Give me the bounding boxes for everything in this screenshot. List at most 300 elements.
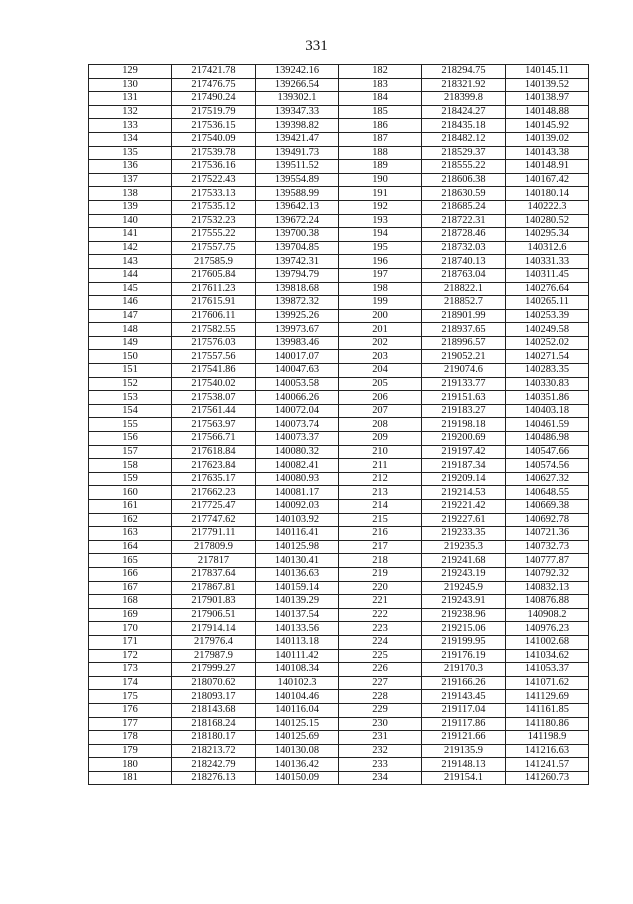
y-coordinate-left: 139554.89 (256, 173, 339, 187)
point-number-left: 162 (89, 513, 172, 527)
table-row (89, 228, 589, 242)
y-coordinate-left: 140092.03 (256, 500, 339, 514)
point-number-left: 132 (89, 105, 172, 119)
y-coordinate-right: 140145.11 (506, 65, 589, 79)
x-coordinate-right: 218321.92 (422, 78, 506, 92)
x-coordinate-right: 219135.9 (422, 744, 506, 758)
x-coordinate-left: 217611.23 (172, 282, 256, 296)
table-row (89, 554, 589, 568)
point-number-right: 217 (339, 540, 422, 554)
y-coordinate-right: 140486.98 (506, 432, 589, 446)
x-coordinate-right: 219198.18 (422, 418, 506, 432)
point-number-left: 163 (89, 527, 172, 541)
y-coordinate-right: 140692.78 (506, 513, 589, 527)
point-number-left: 137 (89, 173, 172, 187)
y-coordinate-right: 141161.85 (506, 703, 589, 717)
x-coordinate-left: 217606.11 (172, 309, 256, 323)
x-coordinate-left: 217476.75 (172, 78, 256, 92)
point-number-right: 182 (339, 65, 422, 79)
x-coordinate-right: 219235.3 (422, 540, 506, 554)
x-coordinate-right: 219154.1 (422, 771, 506, 785)
x-coordinate-left: 217999.27 (172, 663, 256, 677)
point-number-right: 185 (339, 105, 422, 119)
table-row (89, 513, 589, 527)
point-number-right: 198 (339, 282, 422, 296)
x-coordinate-left: 218242.79 (172, 758, 256, 772)
y-coordinate-right: 140148.91 (506, 160, 589, 174)
point-number-left: 175 (89, 690, 172, 704)
point-number-left: 141 (89, 228, 172, 242)
y-coordinate-left: 140017.07 (256, 350, 339, 364)
y-coordinate-left: 140103.92 (256, 513, 339, 527)
point-number-left: 176 (89, 703, 172, 717)
table-row (89, 717, 589, 731)
y-coordinate-left: 140136.42 (256, 758, 339, 772)
x-coordinate-right: 219199.95 (422, 635, 506, 649)
point-number-right: 188 (339, 146, 422, 160)
x-coordinate-right: 219221.42 (422, 500, 506, 514)
table-row (89, 744, 589, 758)
point-number-left: 155 (89, 418, 172, 432)
point-number-right: 215 (339, 513, 422, 527)
x-coordinate-right: 219238.96 (422, 608, 506, 622)
y-coordinate-right: 140403.18 (506, 404, 589, 418)
x-coordinate-left: 217725.47 (172, 500, 256, 514)
y-coordinate-right: 140143.38 (506, 146, 589, 160)
point-number-left: 156 (89, 432, 172, 446)
x-coordinate-right: 219245.9 (422, 581, 506, 595)
point-number-right: 229 (339, 703, 422, 717)
y-coordinate-left: 139302.1 (256, 92, 339, 106)
table-row (89, 404, 589, 418)
table-row (89, 364, 589, 378)
point-number-right: 205 (339, 377, 422, 391)
point-number-right: 193 (339, 214, 422, 228)
x-coordinate-left: 217837.64 (172, 567, 256, 581)
point-number-left: 161 (89, 500, 172, 514)
point-number-right: 212 (339, 472, 422, 486)
x-coordinate-left: 217615.91 (172, 296, 256, 310)
point-number-right: 219 (339, 567, 422, 581)
y-coordinate-right: 141216.63 (506, 744, 589, 758)
table-row (89, 255, 589, 269)
point-number-right: 195 (339, 241, 422, 255)
x-coordinate-right: 219148.13 (422, 758, 506, 772)
x-coordinate-left: 217987.9 (172, 649, 256, 663)
table-row (89, 676, 589, 690)
y-coordinate-right: 140669.38 (506, 500, 589, 514)
x-coordinate-left: 218093.17 (172, 690, 256, 704)
table-row (89, 445, 589, 459)
x-coordinate-left: 217557.56 (172, 350, 256, 364)
x-coordinate-left: 217519.79 (172, 105, 256, 119)
x-coordinate-right: 219183.27 (422, 404, 506, 418)
y-coordinate-left: 140104.46 (256, 690, 339, 704)
x-coordinate-right: 219214.53 (422, 486, 506, 500)
page-number: 331 (305, 38, 328, 54)
x-coordinate-right: 219121.66 (422, 731, 506, 745)
x-coordinate-left: 218168.24 (172, 717, 256, 731)
x-coordinate-left: 217747.62 (172, 513, 256, 527)
point-number-left: 151 (89, 364, 172, 378)
table-row (89, 268, 589, 282)
x-coordinate-right: 218399.8 (422, 92, 506, 106)
point-number-left: 164 (89, 540, 172, 554)
point-number-left: 148 (89, 323, 172, 337)
y-coordinate-left: 140130.41 (256, 554, 339, 568)
x-coordinate-right: 218852.7 (422, 296, 506, 310)
point-number-left: 180 (89, 758, 172, 772)
y-coordinate-left: 139794.79 (256, 268, 339, 282)
point-number-right: 232 (339, 744, 422, 758)
x-coordinate-right: 219215.06 (422, 622, 506, 636)
y-coordinate-right: 140351.86 (506, 391, 589, 405)
table-row (89, 296, 589, 310)
table-row (89, 187, 589, 201)
x-coordinate-right: 219143.45 (422, 690, 506, 704)
y-coordinate-right: 140648.55 (506, 486, 589, 500)
y-coordinate-left: 140130.08 (256, 744, 339, 758)
table-row (89, 309, 589, 323)
y-coordinate-left: 139818.68 (256, 282, 339, 296)
y-coordinate-right: 140249.58 (506, 323, 589, 337)
point-number-left: 146 (89, 296, 172, 310)
point-number-left: 166 (89, 567, 172, 581)
point-number-left: 174 (89, 676, 172, 690)
table-row (89, 323, 589, 337)
table-row (89, 500, 589, 514)
x-coordinate-right: 219243.91 (422, 595, 506, 609)
x-coordinate-left: 217563.97 (172, 418, 256, 432)
table-row (89, 418, 589, 432)
point-number-left: 158 (89, 459, 172, 473)
point-number-left: 177 (89, 717, 172, 731)
x-coordinate-left: 217539.78 (172, 146, 256, 160)
y-coordinate-left: 140125.15 (256, 717, 339, 731)
x-coordinate-right: 218901.99 (422, 309, 506, 323)
x-coordinate-right: 219074.6 (422, 364, 506, 378)
x-coordinate-left: 218143.68 (172, 703, 256, 717)
x-coordinate-right: 218722.31 (422, 214, 506, 228)
table-row (89, 622, 589, 636)
x-coordinate-left: 217536.15 (172, 119, 256, 133)
point-number-right: 227 (339, 676, 422, 690)
x-coordinate-left: 218180.17 (172, 731, 256, 745)
y-coordinate-left: 139242.16 (256, 65, 339, 79)
y-coordinate-right: 141071.62 (506, 676, 589, 690)
y-coordinate-left: 139398.82 (256, 119, 339, 133)
x-coordinate-right: 218822.1 (422, 282, 506, 296)
y-coordinate-right: 140283.35 (506, 364, 589, 378)
point-number-right: 211 (339, 459, 422, 473)
y-coordinate-right: 140547.66 (506, 445, 589, 459)
table-row (89, 459, 589, 473)
coordinates-table-body (89, 65, 589, 785)
x-coordinate-right: 219187.34 (422, 459, 506, 473)
point-number-right: 231 (339, 731, 422, 745)
y-coordinate-left: 140116.04 (256, 703, 339, 717)
table-row (89, 173, 589, 187)
x-coordinate-left: 217791.11 (172, 527, 256, 541)
y-coordinate-left: 139973.67 (256, 323, 339, 337)
y-coordinate-right: 140627.32 (506, 472, 589, 486)
y-coordinate-right: 140908.2 (506, 608, 589, 622)
point-number-left: 153 (89, 391, 172, 405)
table-row (89, 771, 589, 785)
y-coordinate-left: 140125.98 (256, 540, 339, 554)
point-number-right: 216 (339, 527, 422, 541)
point-number-right: 207 (339, 404, 422, 418)
point-number-left: 178 (89, 731, 172, 745)
x-coordinate-right: 219166.26 (422, 676, 506, 690)
x-coordinate-right: 218630.59 (422, 187, 506, 201)
table-row (89, 758, 589, 772)
y-coordinate-right: 140276.64 (506, 282, 589, 296)
x-coordinate-left: 217561.44 (172, 404, 256, 418)
x-coordinate-right: 219117.04 (422, 703, 506, 717)
y-coordinate-left: 140113.18 (256, 635, 339, 649)
point-number-left: 173 (89, 663, 172, 677)
y-coordinate-right: 140876.88 (506, 595, 589, 609)
x-coordinate-left: 217538.07 (172, 391, 256, 405)
y-coordinate-left: 140108.34 (256, 663, 339, 677)
table-row (89, 567, 589, 581)
point-number-right: 209 (339, 432, 422, 446)
table-row (89, 377, 589, 391)
point-number-right: 183 (339, 78, 422, 92)
point-number-left: 136 (89, 160, 172, 174)
x-coordinate-left: 217618.84 (172, 445, 256, 459)
x-coordinate-left: 217662.23 (172, 486, 256, 500)
x-coordinate-right: 219170.3 (422, 663, 506, 677)
x-coordinate-left: 217566.71 (172, 432, 256, 446)
x-coordinate-left: 217540.09 (172, 132, 256, 146)
y-coordinate-right: 140148.88 (506, 105, 589, 119)
y-coordinate-right: 141053.37 (506, 663, 589, 677)
y-coordinate-right: 140139.52 (506, 78, 589, 92)
point-number-left: 165 (89, 554, 172, 568)
table-row (89, 65, 589, 79)
point-number-right: 190 (339, 173, 422, 187)
table-row (89, 119, 589, 133)
table-row (89, 92, 589, 106)
point-number-right: 218 (339, 554, 422, 568)
x-coordinate-right: 218294.75 (422, 65, 506, 79)
x-coordinate-right: 219209.14 (422, 472, 506, 486)
table-row (89, 160, 589, 174)
x-coordinate-right: 218424.27 (422, 105, 506, 119)
y-coordinate-left: 139347.33 (256, 105, 339, 119)
y-coordinate-right: 140265.11 (506, 296, 589, 310)
point-number-right: 186 (339, 119, 422, 133)
point-number-left: 138 (89, 187, 172, 201)
table-row (89, 241, 589, 255)
table-row (89, 214, 589, 228)
y-coordinate-right: 140139.02 (506, 132, 589, 146)
y-coordinate-left: 140116.41 (256, 527, 339, 541)
point-number-right: 196 (339, 255, 422, 269)
x-coordinate-right: 218996.57 (422, 336, 506, 350)
x-coordinate-left: 217533.13 (172, 187, 256, 201)
x-coordinate-right: 218732.03 (422, 241, 506, 255)
y-coordinate-left: 140073.37 (256, 432, 339, 446)
x-coordinate-right: 219117.86 (422, 717, 506, 731)
x-coordinate-left: 217532.23 (172, 214, 256, 228)
x-coordinate-right: 219052.21 (422, 350, 506, 364)
coordinates-table (88, 64, 589, 785)
table-row (89, 146, 589, 160)
x-coordinate-right: 219197.42 (422, 445, 506, 459)
point-number-left: 147 (89, 309, 172, 323)
point-number-left: 142 (89, 241, 172, 255)
point-number-left: 169 (89, 608, 172, 622)
y-coordinate-right: 140271.54 (506, 350, 589, 364)
x-coordinate-left: 218070.62 (172, 676, 256, 690)
table-row (89, 731, 589, 745)
y-coordinate-left: 140125.69 (256, 731, 339, 745)
point-number-left: 167 (89, 581, 172, 595)
x-coordinate-right: 218740.13 (422, 255, 506, 269)
table-row (89, 282, 589, 296)
point-number-left: 152 (89, 377, 172, 391)
point-number-left: 150 (89, 350, 172, 364)
table-row (89, 540, 589, 554)
x-coordinate-left: 217914.14 (172, 622, 256, 636)
y-coordinate-left: 140082.41 (256, 459, 339, 473)
point-number-right: 224 (339, 635, 422, 649)
point-number-right: 230 (339, 717, 422, 731)
x-coordinate-right: 218529.37 (422, 146, 506, 160)
point-number-left: 172 (89, 649, 172, 663)
y-coordinate-left: 140073.74 (256, 418, 339, 432)
y-coordinate-right: 140976.23 (506, 622, 589, 636)
y-coordinate-left: 139704.85 (256, 241, 339, 255)
point-number-right: 187 (339, 132, 422, 146)
x-coordinate-right: 219151.63 (422, 391, 506, 405)
y-coordinate-left: 140081.17 (256, 486, 339, 500)
point-number-left: 130 (89, 78, 172, 92)
point-number-right: 197 (339, 268, 422, 282)
y-coordinate-left: 140053.58 (256, 377, 339, 391)
y-coordinate-right: 140311.45 (506, 268, 589, 282)
table-row (89, 527, 589, 541)
table-row (89, 690, 589, 704)
x-coordinate-left: 217867.81 (172, 581, 256, 595)
table-row (89, 105, 589, 119)
point-number-right: 204 (339, 364, 422, 378)
table-row (89, 663, 589, 677)
x-coordinate-left: 217976.4 (172, 635, 256, 649)
point-number-right: 192 (339, 200, 422, 214)
point-number-left: 160 (89, 486, 172, 500)
y-coordinate-left: 140047.63 (256, 364, 339, 378)
y-coordinate-right: 141241.57 (506, 758, 589, 772)
y-coordinate-left: 140159.14 (256, 581, 339, 595)
x-coordinate-right: 218435.18 (422, 119, 506, 133)
y-coordinate-right: 141034.62 (506, 649, 589, 663)
y-coordinate-right: 140145.92 (506, 119, 589, 133)
x-coordinate-right: 218728.46 (422, 228, 506, 242)
point-number-right: 222 (339, 608, 422, 622)
y-coordinate-right: 140732.73 (506, 540, 589, 554)
y-coordinate-left: 139872.32 (256, 296, 339, 310)
x-coordinate-left: 217557.75 (172, 241, 256, 255)
point-number-left: 157 (89, 445, 172, 459)
point-number-right: 200 (339, 309, 422, 323)
y-coordinate-left: 140102.3 (256, 676, 339, 690)
point-number-right: 203 (339, 350, 422, 364)
y-coordinate-right: 140167.42 (506, 173, 589, 187)
point-number-left: 179 (89, 744, 172, 758)
y-coordinate-left: 139672.24 (256, 214, 339, 228)
y-coordinate-left: 140072.04 (256, 404, 339, 418)
table-row (89, 350, 589, 364)
x-coordinate-left: 217555.22 (172, 228, 256, 242)
point-number-left: 134 (89, 132, 172, 146)
point-number-left: 131 (89, 92, 172, 106)
x-coordinate-right: 219176.19 (422, 649, 506, 663)
y-coordinate-left: 140150.09 (256, 771, 339, 785)
point-number-right: 213 (339, 486, 422, 500)
x-coordinate-right: 218763.04 (422, 268, 506, 282)
y-coordinate-left: 139700.38 (256, 228, 339, 242)
point-number-right: 228 (339, 690, 422, 704)
x-coordinate-right: 218482.12 (422, 132, 506, 146)
point-number-right: 201 (339, 323, 422, 337)
point-number-right: 191 (339, 187, 422, 201)
table-row (89, 391, 589, 405)
x-coordinate-right: 219233.35 (422, 527, 506, 541)
y-coordinate-right: 141198.9 (506, 731, 589, 745)
y-coordinate-left: 140133.56 (256, 622, 339, 636)
y-coordinate-right: 140253.39 (506, 309, 589, 323)
table-row (89, 78, 589, 92)
x-coordinate-left: 217582.55 (172, 323, 256, 337)
x-coordinate-right: 219200.69 (422, 432, 506, 446)
x-coordinate-left: 217901.83 (172, 595, 256, 609)
y-coordinate-left: 139511.52 (256, 160, 339, 174)
x-coordinate-right: 218555.22 (422, 160, 506, 174)
x-coordinate-left: 217536.16 (172, 160, 256, 174)
y-coordinate-right: 140138.97 (506, 92, 589, 106)
y-coordinate-right: 140252.02 (506, 336, 589, 350)
x-coordinate-left: 217623.84 (172, 459, 256, 473)
y-coordinate-left: 139491.73 (256, 146, 339, 160)
x-coordinate-left: 217421.78 (172, 65, 256, 79)
y-coordinate-right: 140461.59 (506, 418, 589, 432)
y-coordinate-right: 140330.83 (506, 377, 589, 391)
table-row (89, 581, 589, 595)
y-coordinate-left: 140137.54 (256, 608, 339, 622)
x-coordinate-left: 217541.86 (172, 364, 256, 378)
x-coordinate-right: 218606.38 (422, 173, 506, 187)
point-number-left: 129 (89, 65, 172, 79)
x-coordinate-left: 217576.03 (172, 336, 256, 350)
x-coordinate-left: 217906.51 (172, 608, 256, 622)
y-coordinate-left: 140066.26 (256, 391, 339, 405)
y-coordinate-right: 141129.69 (506, 690, 589, 704)
point-number-right: 234 (339, 771, 422, 785)
point-number-left: 168 (89, 595, 172, 609)
point-number-right: 210 (339, 445, 422, 459)
point-number-left: 145 (89, 282, 172, 296)
x-coordinate-left: 218276.13 (172, 771, 256, 785)
point-number-right: 206 (339, 391, 422, 405)
y-coordinate-left: 140080.93 (256, 472, 339, 486)
point-number-right: 225 (339, 649, 422, 663)
table-row (89, 608, 589, 622)
x-coordinate-left: 217635.17 (172, 472, 256, 486)
